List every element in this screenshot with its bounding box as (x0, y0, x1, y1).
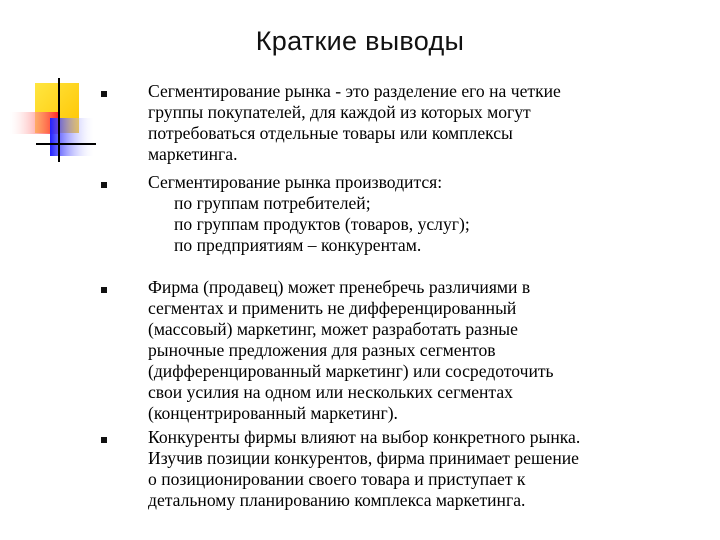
text-line: (дифференцированный маркетинг) или сосредоточить (148, 361, 554, 381)
text-line: сегментах и применить не дифференцированный (148, 298, 517, 318)
text-line: (концентрированный маркетинг). (148, 403, 398, 423)
bullet-marker (101, 437, 107, 443)
text-line: маркетинга. (148, 144, 238, 164)
sub-item: по группам потребителей; (174, 193, 371, 213)
bullet-paragraph-4 (148, 427, 708, 511)
sub-item: по группам продуктов (товаров, услуг); (174, 214, 470, 234)
text-line: группы покупателей, для каждой из которых могут (148, 102, 531, 122)
bullet-paragraph-3 (148, 277, 708, 424)
text-line: Фирма (продавец) может пренебречь различиями в (148, 277, 531, 297)
text-line: потребоваться отдельные товары или комплексы (148, 123, 513, 143)
text-line: Изучив позиции конкурентов, фирма принимает решение (148, 448, 579, 468)
text-line: рыночные предложения для разных сегментов (148, 340, 496, 360)
text-line: Сегментирование рынка - это разделение его на четкие (148, 81, 561, 101)
bullet-marker (101, 91, 107, 97)
bullet-marker (101, 182, 107, 188)
text-line: о позиционировании своего товара и приступает к (148, 469, 526, 489)
slide-title: Краткие выводы (255, 26, 465, 56)
bullet-paragraph-1 (148, 81, 708, 165)
text-line: детальному планированию комплекса маркетинга. (148, 490, 526, 510)
text-line: Сегментирование рынка производится: (148, 172, 443, 192)
sub-item: по предприятиям – конкурентам. (174, 235, 422, 255)
bullet-marker (101, 287, 107, 293)
text-line: свои усилия на одном или нескольких сегментах (148, 382, 513, 402)
text-line: (массовый) маркетинг, может разработать разные (148, 319, 518, 339)
bullet-paragraph-2 (148, 172, 708, 256)
text-line: Конкуренты фирмы влияют на выбор конкретного рынка. (148, 427, 581, 447)
